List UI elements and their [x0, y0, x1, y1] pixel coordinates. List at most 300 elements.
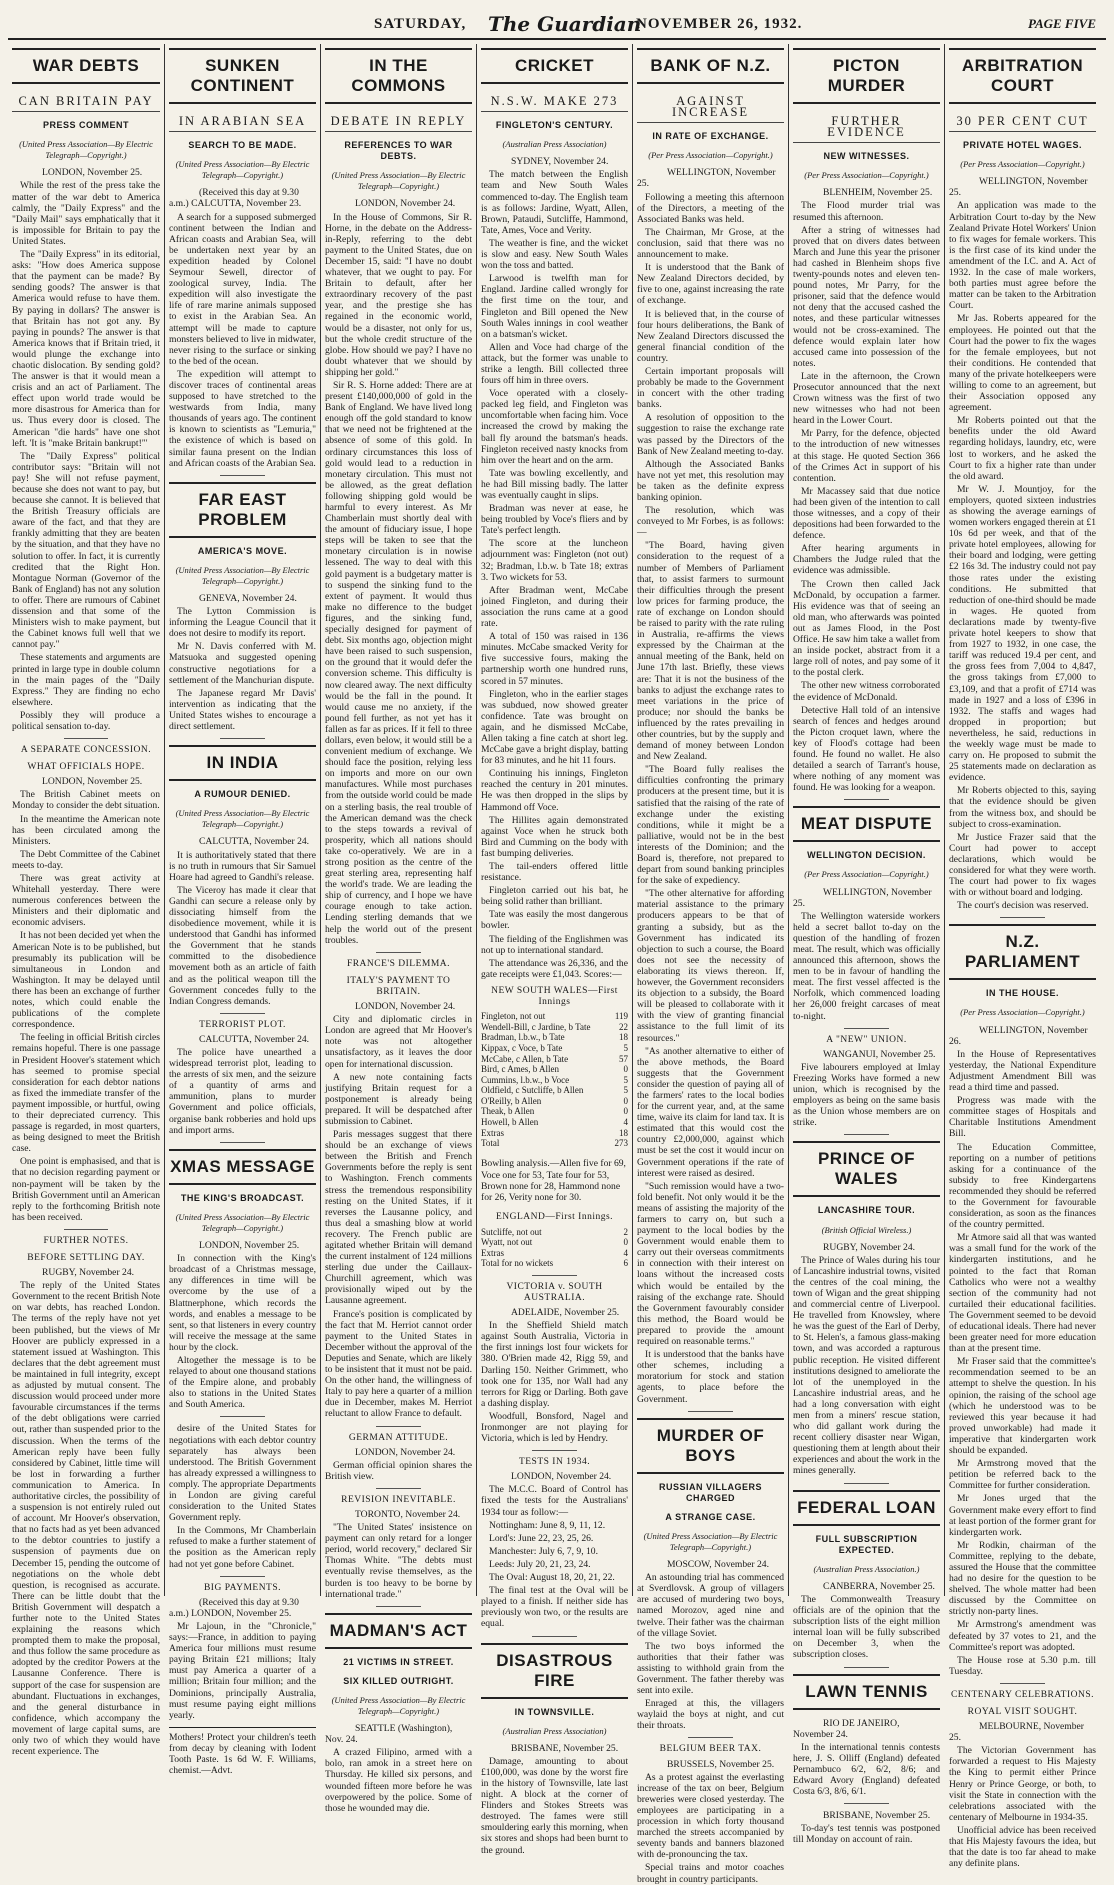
paragraph: The expedition will attempt to discover traces of continental areas supposed to have stretched to the westwards from India, many thousands of years ago. The continent is known to scientists as "Lemuria," the existence of which is based on similar fauna present on the Indian and African coasts of the Arabian Sea. [169, 368, 316, 469]
paragraph: Progress was made with the committee stages of Hospitals and Charitable Institutions Amendment Bill. [949, 1095, 1096, 1140]
paragraph: City and diplomatic circles in London are agreed that Mr Hoover's note was not altogether unsatisfactory, as it leaves the door open for international discussion. [325, 1014, 472, 1070]
article [325, 1495, 472, 1600]
press-credit: (Per Press Association—Copyright.) [804, 869, 929, 880]
article [169, 1583, 316, 1777]
divider [376, 1426, 420, 1427]
article-headline: ARBITRATION COURT [949, 48, 1096, 104]
article-tagline: A RUMOUR DENIED. [194, 789, 291, 800]
article-headline: FAR EAST PROBLEM [169, 482, 316, 538]
article-body [949, 1049, 1096, 1677]
paragraph: The feeling in official British circles remains hopeful. There is one passage in President Hoover's statement which has seemed to promise special consideration for each debtor nations as fixed the immediate transfer of the payment impossible, or hurtful, owing to their depreciated currency. This passage is regarded, in most quarters, as being designed to meet the British case. [12, 1032, 160, 1155]
paragraph: Damage, amounting to about £100,000, was done by the worst fire in the history of Townsville, late last night. A block at the corner of Flinders and Stokes Streets was destroyed. The fames were still smouldering early this morning, when six stores and shops had been burnt to the ground. [481, 1755, 628, 1856]
paragraph: desire of the United States for negotiations with each debtor country separately has always been understood. The British Government has already expressed a willingness to comply. The appropriate Departments in London are giving careful consideration to the United States Government reply. [169, 1423, 316, 1524]
article [481, 1282, 628, 1444]
dateline: RIO DE JANEIRO, November 24. [793, 1717, 900, 1740]
press-credit: (Australian Press Association) [502, 139, 607, 150]
batsman: Extras [481, 1247, 504, 1258]
paragraph: There was great activity at Whitehall yesterday. There were numerous conferences between the Ministers and their diplomatic and economic advisers. [12, 873, 160, 929]
article-headline: FEDERAL LOAN [793, 1490, 940, 1526]
section-subheading: VICTORIA v. SOUTH AUSTRALIA. [506, 1281, 603, 1303]
paragraph: The score at the luncheon adjournment was: Fingleton (not out) 32; Bradman, l.b.w. b Tate 18; extras 3. Two wickets for 53. [481, 538, 628, 583]
article-body [169, 1621, 316, 1721]
scorecard [481, 1011, 628, 1149]
paragraph: Mr N. Davis conferred with M. Matsuoka and suggested opening constructive negotiations for a settlement of the Manchurian dispute. [169, 641, 316, 686]
article [793, 1141, 940, 1476]
paragraph: The match between the English team and New South Wales commenced to-day. The English team is as follows: Jardine, Wyatt, Allen, Brown, Pataudi, Sutcliffe, Hammond, Tate, Ames, Voce and Verity. [481, 169, 628, 236]
runs: 5 [623, 1042, 628, 1053]
scorecard-row [481, 1032, 628, 1043]
dateline: (Received this day at 9.30 a.m.) CALCUTTA, November 23. [169, 187, 302, 210]
article [481, 1643, 628, 1856]
article-headline: DISASTROUS FIRE [481, 1643, 628, 1699]
article [325, 1613, 472, 1814]
article [793, 1810, 940, 1845]
dateline: LONDON, November 25. [42, 167, 143, 179]
article [793, 1490, 940, 1661]
article-headline: MADMAN'S ACT [325, 1613, 472, 1649]
runs: 0 [623, 1237, 628, 1248]
article-body [325, 1014, 472, 1419]
runs: 119 [614, 1011, 628, 1022]
section-subheading: BIG PAYMENTS. [203, 1582, 282, 1593]
runs: 0 [623, 1106, 628, 1117]
paragraph: After Bradman went, McCabe joined Fingleton, and during their association the runs came at a good rate. [481, 584, 628, 630]
article-tagline: IN RATE OF EXCHANGE. [652, 131, 769, 142]
scorecard-row [481, 1064, 628, 1075]
divider [532, 1636, 576, 1637]
paragraph: In the Commons, Mr Chamberlain refused to make a further statement of the position as the American reply had not yet gone before Cabinet. [169, 1525, 316, 1570]
paragraph: Possibly they will produce a political sensation to-day. [12, 709, 160, 732]
article-headline: IN INDIA [169, 745, 316, 781]
batsman: Kippax, c Voce, b Tate [481, 1042, 563, 1053]
press-credit: (United Press Association—By Electric Telegraph—Copyright.) [331, 170, 466, 192]
article-tagline: SEARCH TO BE MADE. [188, 140, 297, 151]
paragraph: Detective Hall told of an intensive search of fences and hedges around the Picton croquet lawn, where the key of Flood's cottage had been found. He found no wallet. He also detailed a search of Tarrant's house, where nothing of any moment was found. He was looking for a weapon. [793, 704, 940, 794]
paragraph: Fingleton, who in the earlier stages was subdued, now showed greater confidence. Tate was brought on again, and he dismissed McCabe, Allen taking a fine catch at short leg. McCabe gave a bright display, batting for 83 minutes, and he hit 11 fours. [481, 688, 628, 767]
divider [844, 1803, 888, 1804]
paragraph: The Crown then called Jack McDonald, by occupation a farmer. His evidence was that of seeing an old man, who afterwards was pointed out as James Flood, in the Post Office. He saw him take a wallet from an inside pocket, abstract from it a large roll of notes, and pay some of it to the postal clerk. [793, 578, 940, 679]
article-body [793, 1594, 940, 1661]
batsman: Wyatt, not out [481, 1237, 533, 1248]
article [793, 48, 940, 793]
dateline: RUGBY, November 24. [823, 1241, 916, 1253]
paragraph: In the international tennis contests here, J. S. Olliff (England) defeated Pernambuco 6/2, 6/2, 8/6; and Edward Avory (England) defeated Costa 6/3, 8/6, 6/1. [793, 1741, 940, 1798]
scorecard [481, 1227, 628, 1269]
column-4 [476, 44, 632, 1856]
article-body [12, 180, 160, 732]
article [949, 924, 1096, 1677]
article-headline: XMAS MESSAGE [169, 1149, 316, 1185]
section-subheading: BELGIUM BEER TAX. [659, 1744, 762, 1755]
paragraph: After a string of witnesses had proved that on divers dates between March and June this year the prisoner had cashed in Blenheim shops five twenty-pounds notes and eleven ten-pound notes, Mr Parry, for the prisoner, said that the defence would not deny that the accused cashed the notes, and these particular witnesses would not be cross-examined. The defence would explain later how accused came into possession of the notes. [793, 224, 940, 369]
article [325, 48, 472, 946]
dateline: SEATTLE (Washington), Nov. 24. [325, 1723, 453, 1746]
runs: 0 [623, 1095, 628, 1106]
dateline: CALCUTTA, November 24. [199, 836, 310, 848]
paragraph: The "Daily Express" in its editorial, asks: "How does America suppose that the payment can be made? By sending goods? The answer is that America would refuse to have them. By paying in dollars? The answer is that Britain has not got any. By paying in pounds? The answer is that America knows that if Britain tried, it would plunge the exchange into chaotic dislocation. By sending gold? The answer is that it would mean a crisis and an act of Parliament. The effect upon world trade would be more disastrous for America than for us. Thus every door is closed. The American "die hards" have one shot left. 'It is "make Britain bankrupt!"' [12, 249, 160, 449]
paragraph: After hearing arguments in Chambers the Judge ruled that the evidence was admissible. [793, 543, 940, 577]
paragraph: The Education Committee, reporting on a number of petitions asking for a continuance of the subsidy to free Kindergartens recommended they should be referred to the Government for favourable consideration, as soon as the finances of the country permitted. [949, 1141, 1096, 1231]
press-credit: (Australian Press Association) [502, 1725, 607, 1736]
article-body [12, 789, 160, 1223]
dateline: LONDON, November 24. [355, 1001, 456, 1013]
batsman: Total for no wickets [481, 1258, 554, 1269]
paragraph: "Such remission would have a two-fold benefit. Not only would it be the means of assisting the majority of the farmers to carry on, but such a payment to the local bodies by the Government would enable them to carry out their overseas commitments in connection with their interest on loans without the increased costs which would be entailed by the raising of the exchange rate. Should the Government favourably consider this method, the Board would be prepared to provide the amount required on reasonable terms." [637, 1180, 784, 1348]
article [12, 745, 160, 1223]
runs: 5 [623, 1074, 628, 1085]
paragraph: Lord's: June 22, 23, 25, 26. [489, 1532, 594, 1544]
column-6 [788, 44, 944, 1846]
column-7 [944, 44, 1100, 1870]
divider [220, 1576, 264, 1577]
paragraph: The M.C.C. Board of Control has fixed the tests for the Australians' 1934 tour as follow:— [481, 1484, 628, 1518]
paragraph: It is understood that the Bank of New Zealand Directors decided, by five to one, against increasing the rate of exchange. [637, 262, 784, 307]
section-subheading: REVISION INEVITABLE. [341, 1494, 456, 1505]
article-body [169, 1253, 316, 1410]
press-credit: (United Press Association—By Electric Telegraph—Copyright.) [175, 564, 310, 586]
article-body [793, 911, 940, 1022]
paragraph: A search for a supposed submerged continent between the Indian and African coasts and Arabian Sea, will be undertaken next year by an expedition headed by Colonel Seymour Sewell, director of zoological survey, India. The expedition will also investigate the life of rare marine animals supposed to exist in the Arabian Sea. An attempt will be made to capture monsters believed to live in midwater, never rising to the surface or sinking to the bed of the ocean. [169, 211, 316, 367]
scorecard-row [481, 1011, 628, 1022]
paragraph: The final test at the Oval will be played to a finish. If neither side has previously won two, or the results are equal. [481, 1585, 628, 1630]
scorecard-row [481, 1128, 628, 1139]
article [481, 48, 628, 1269]
paragraph: Voce operated with a closely-packed leg field, and Fingleton was uncomfortable when facing him. Voce increased the crowd by making the ball fly around the batsman's heads. Fingleton received nasty knocks from him over the heart and on the arm. [481, 388, 628, 466]
runs: 4 [623, 1247, 628, 1258]
divider [532, 1275, 576, 1276]
paragraph: Mr Armstrong's amendment was defeated by 37 votes to 21, and the Committee's report was adopted. [949, 1619, 1096, 1653]
article-headline: PRINCE OF WALES [793, 1141, 940, 1197]
runs: 18 [619, 1127, 628, 1138]
paragraph: A new note containing facts justifying Britain request for a postponement is already being prepared. It will be despatched after submission to Cabinet. [325, 1071, 472, 1127]
divider [220, 1142, 264, 1143]
paragraph: Mr Atmore said all that was wanted was a small fund for the work of the kindergarten institutions, and he pointed to the fact that Roman Catholics who were not a wealthy section of the community had not curtailed their educational facilities. The Government seemed to be devoid of educational ideals. There had never been greater need for more education than at the present time. [949, 1232, 1096, 1355]
paragraph: Altogether the message is to be relayed to about one thousand stations of the Empire alone, and probably also to stations in the United States and South America. [169, 1354, 316, 1411]
paragraph: The Oval: August 18, 20, 21, 22. [489, 1572, 615, 1584]
article [637, 48, 784, 1405]
article-tagline: A STRANGE CASE. [665, 1511, 756, 1522]
masthead-title: The Guardian [488, 12, 642, 36]
column-5 [632, 44, 788, 1885]
article-headline: SUNKEN CONTINENT [169, 48, 316, 104]
dateline: WANGANUI, November 25. [823, 1048, 936, 1060]
article-tagline: 21 VICTIMS IN STREET. [343, 1656, 454, 1667]
divider [844, 1483, 888, 1484]
paragraph: As a protest against the everlasting increase of the tax on beer, Belgium breweries were closed yesterday. The employees are participating in a procession in which forty thousand marched the streets accompanied by seventy bands and banners blazoned with de-pronouncing the tax. [637, 1771, 784, 1861]
article-body [169, 1423, 316, 1569]
paragraph: Mr Jones urged that the Government make every effort to find at least portion of the former grant for kindergarten work. [949, 1493, 1096, 1538]
paragraph: The Prince of Wales during his tour of Lancashire industrial towns, visited the centres of the coal mining, the town of Wigan and the great shipping and commercial centre of Liverpool. He travelled from Knowsley, where he was the guest of the Earl of Derby, to St. Helen's, a famous glass-making town, and was accorded a rapturous public reception. He visited different institutions designed to ameliorate the lot of the unemployed in the Lancashire industrial areas, and he had a long conversation with eight men from a miners' rescue station, who did gallant work during the recent colliery disaster near Wigan, questioning them at length about their experiences and about the work in the mines generally. [793, 1254, 940, 1477]
batsman: Theak, b Allen [481, 1106, 535, 1117]
article-subheadline: AGAINST INCREASE [637, 92, 784, 123]
divider [844, 1667, 888, 1668]
dateline: BRISBANE, November 25. [823, 1810, 931, 1822]
dateline: WELLINGTON, November 25. [949, 176, 1088, 199]
article-body [949, 1745, 1096, 1869]
press-credit: (Australian Press Association.) [813, 1563, 920, 1574]
press-credit: (United Press Association—By Electric Telegraph—Copyright.) [331, 1694, 466, 1716]
article-headline: IN THE COMMONS [325, 48, 472, 104]
paragraph: Leeds: July 20, 21, 23, 24. [489, 1558, 591, 1570]
divider [532, 1450, 576, 1451]
scorecard-row [481, 1096, 628, 1107]
article-body [637, 1572, 784, 1731]
paragraph: The Lytton Commission is informing the League Council that it does not desire to modify its report. [169, 606, 316, 640]
paragraph: Mr Justice Frazer said that the Court had power to accept declarations, which would be considered for what they were worth. The court had power to fix wages with or without board and lodging. [949, 831, 1096, 899]
article [481, 1457, 628, 1629]
paragraph: Mr W. J. Mountjoy, for the employers, quoted sixteen industries as showing the average earnings of women workers engaged therein at £1 10s 6d per week, and that of the private hotel employees, allowing for their board and lodging, were getting £2 16s 3d. The industry could not pay those rates under the existing conditions. He submitted that reduction of one-third should be made in wages. He quoted from declarations made by twenty-five private hotel keepers to show that from 1927 to 1932, in one case, the tariff was reduced 19.4 per cent, and the gross fees from 7,004 to 4,847, the gross takings from £7,000 to £3,109, and that a profit of £714 was made in 1927 and a loss of £396 in 1932. The staffs and wages had dropped in proportion; but nevertheless, he said, reductions in the weekly wage must be made to carry on. He proposed to submit the 25 statements made on declaration as evidence. [949, 483, 1096, 784]
paragraph: In the House of Commons, Sir R. Horne, in the debate on the Address-in-Reply, referring to the debt payment to the United States, due on December 15, said: "I have no doubt whatever, that we ought to pay. For Britain to default, after her extraordinary recovery of the past year, and the prestige she has regained in the economic world, would be a disaster, not only for us, but the whole credit structure of the globe. How should we pay? I have no doubt whatever that we should by shipping her gold." [325, 211, 472, 378]
runs: 5 [623, 1085, 628, 1096]
paragraph: Certain important proposals will probably be made to the Government in concert with the other trading banks. [637, 365, 784, 411]
runs: 273 [614, 1138, 628, 1149]
section-subheading: ROYAL VISIT SOUGHT. [967, 1707, 1078, 1717]
article-tagline: REFERENCES TO WAR DEBTS. [344, 140, 453, 162]
paragraph: Although the Associated Banks have not yet met, this resolution may be taken as the definite express banking opinion. [637, 458, 784, 503]
article-subheadline: FURTHER EVIDENCE [793, 112, 940, 143]
section-subheading: A SEPARATE CONCESSION. [20, 745, 152, 756]
paragraph: The court's decision was reserved. [957, 900, 1089, 912]
scorecard-row [481, 1248, 628, 1259]
section-subheading: A "NEW" UNION. [826, 1034, 907, 1045]
paragraph: The Wellington waterside workers held a secret ballot to-day on the question of the handling of frozen meat. The result, which was officially announced this afternoon, shows the men to be in favour of handling the meat. The first vessel affected is the Norfolk, which commenced loading her 26,000 freight carcases of meat to-night. [793, 910, 940, 1022]
paragraph: It is believed that, in the course of four hours deliberations, the Bank of New Zealand Directors discussed the general financial condition of the country. [637, 308, 784, 364]
article-tagline: NEW WITNESSES. [823, 151, 910, 162]
divider [376, 1488, 420, 1489]
article-headline: MEAT DISPUTE [793, 806, 940, 842]
dateline: WELLINGTON, November 26. [949, 1024, 1088, 1047]
dateline: MOSCOW, November 24. [667, 1559, 769, 1571]
dateline: LONDON, November 25. [199, 1240, 300, 1252]
masthead-date: NOVEMBER 26, 1932. [636, 16, 803, 32]
scorecard-heading: ENGLAND—First Innings. [495, 1212, 614, 1223]
press-credit: (United Press Association—By Electric Telegraph—Copyright.) [175, 808, 310, 830]
advertisement: Mothers! Protect your children's teeth from decay by cleaning with Iodent Tooth Paste. 1s 6d W. F. Williams, chemist.—Advt. [169, 1727, 316, 1776]
divider [1000, 917, 1044, 918]
article-headline: MURDER OF BOYS [637, 1418, 784, 1474]
paragraph: Mr Armstrong moved that the petition be referred back to the Committee for further consideration. [949, 1458, 1096, 1492]
paragraph: "As another alternative to either of the above methods, the Board suggests that the Government consider the question of paying all of the farmers' rates to the local bodies for the current year, and, at the same time, waive its claim for land tax. It is estimated that this would cost the country £2,000,000, against which must be set the cost it would incur on Government operations if the rate of interest were raised as desired. [637, 1045, 784, 1179]
columns [8, 44, 1106, 1885]
batsman: Wendell-Bill, c Jardine, b Tate [481, 1021, 591, 1032]
dateline: BLENHEIM, November 25. [823, 187, 933, 199]
scorecard-row [481, 1075, 628, 1086]
section-subheading: TERRORIST PLOT. [199, 1019, 286, 1030]
article-body [169, 606, 316, 732]
dateline: LONDON, November 24. [511, 1471, 612, 1483]
paragraph: One point is emphasised, and that is that no decision regarding payment or non-payment will be taken by the British Government until an American reply to the forthcoming British note has been received. [12, 1156, 160, 1223]
paragraph: Bradman was never at ease, he being troubled by Voce's fliers and by Tate's perfect length. [481, 503, 628, 537]
article-headline: PICTON MURDER [793, 48, 940, 104]
press-credit: (Per Press Association—Copyright.) [648, 150, 773, 161]
scorecard-row [481, 1054, 628, 1065]
article [949, 1690, 1096, 1869]
article-body [169, 850, 316, 1007]
batsman: O'Reilly, b Allen [481, 1095, 542, 1106]
press-credit: (Per Press Association—Copyright.) [960, 1007, 1085, 1018]
divider [220, 475, 264, 476]
paragraph: It is understood that the banks have other schemes, including a moratorium for stock and station agents, to place before the Government. [637, 1349, 784, 1405]
paragraph: The reply of the United States Government to the recent British Note on war debts, has reached London. The terms of the reply have not yet been published, but the views of Mr Hoover are publicly expressed in a statement issued at Washington. This declares that the debt agreement must be maintained in full integrity, except as adjusted by mutual consent. The discussion would proceed under more favourable circumstances if the terms of the debt obligations were carried out, rather than suspended prior to the discussion. When the terms of the American reply have been fully considered by Cabinet, little time will be lost in forwarding a further communication to America. In authoritative circles, the possibility of a suspension is not entirely ruled out of account. Mr Hoover's observation, that no facts had as yet been advanced to the debtor countries to justify a suspension of payments due on December 15, pending the outcome of negotiations on the whole debt question, is recognised as accurate. There can be little doubt that the British Government will despatch a further note to the United States explaining the reasons which prompted them to make the proposal, and thus follow the same procedure as adopted by the creditor Powers at the Lausanne Conference. There is support of the case for suspension are abundant. Fluctuations in exchanges, and the general disturbance in confidence, which accompany the movement of large capital sums, are only two of which they would have recent experience. The [12, 1280, 160, 1758]
paragraph: The Viceroy has made it clear that Gandhi can secure a release only by dissociating himself from the disobedience movement, while it is understood that Gandhi has informed the Government that he stands committed to the disobedience movement both as an article of faith and as the political weapon till the Government concedes fully to the Indian Congress demands. [169, 884, 316, 1007]
paragraph: An application was made to the Arbitration Court to-day by the New Zealand Private Hotel Workers' Union to fix wages for female workers. This is the first case of its kind under the amendment of the I.C. and A. Act of 1932. In the case of male workers, both parties must agree before the matter can be taken to the Arbitration Court. [949, 200, 1096, 312]
paragraph: Tate was easily the most dangerous bowler. [481, 909, 628, 932]
divider [688, 1737, 732, 1738]
paragraph: Woodfull, Bonsford, Nagel and Ironmonger are not playing for Victoria, which is led by Hendry. [481, 1410, 628, 1445]
article-tagline: RUSSIAN VILLAGERS CHARGED [658, 1481, 762, 1503]
column-1 [8, 44, 164, 1758]
dateline: TORONTO, November 24. [355, 1508, 461, 1520]
article-tagline: IN THE HOUSE. [985, 988, 1059, 999]
runs: 0 [623, 1064, 628, 1075]
paragraph: In the House of Representatives yesterday, the National Expenditure Adjustment Amendment Bill was read a third time and passed. [949, 1048, 1096, 1094]
article [12, 48, 160, 732]
article [325, 1433, 472, 1482]
paragraph: Continuing his innings, Fingleton reached the century in 201 minutes. He was then dropped in the slips by Hammond off Voce. [481, 768, 628, 813]
article-tagline: AMERICA'S MOVE. [197, 545, 288, 556]
paragraph: In connection with the King's broadcast of a Christmas message, any differences in time will be overcome by the use of a Blattnerphone, which records the words, and enables a message to be sent, so that listeners in every country will receive the message at the same hour by the clock. [169, 1253, 316, 1353]
paragraph: Enraged at this, the villagers waylaid the boys at night, and cut their throats. [637, 1698, 784, 1732]
dateline: GENEVA, November 24. [199, 593, 297, 604]
runs: 18 [619, 1032, 628, 1043]
paragraph: While the rest of the press take the matter of the war debt to America calmly, the "Daily Express" and the "Daily Mail" says emphatically that it is impossible for Britain to pay the United States. [12, 180, 160, 247]
scorecard-row [481, 1085, 628, 1096]
scorecard-row [481, 1227, 628, 1238]
section-subheading: GERMAN ATTITUDE. [348, 1432, 449, 1443]
article [949, 48, 1096, 911]
paragraph: Manchester: July 6, 7, 9, 10. [489, 1545, 598, 1557]
paragraph: "The Board fully realises the difficulties confronting the primary producers at the present time, but it is satisfied that the raising of the rate of exchange under the existing conditions, while it might be a palliative, would not be in the best interests of the Dominion; and the Board is, therefore, not prepared to depart from sound banking principles for the sake of expediency. [637, 764, 784, 887]
press-credit: (British Official Wireless.) [821, 1224, 912, 1235]
paragraph: The Commonwealth Treasury officials are of the opinion that the subscription lists of the eight million internal loan will be fully subscribed on December 3, when the subscription closes. [793, 1593, 940, 1661]
section-subheading: FRANCE'S DILEMMA. [346, 958, 451, 969]
paragraph: The Japanese regard Mr Davis' intervention as indicating that the United States wishes to encourage a direct settlement. [169, 687, 316, 733]
article-headline: BANK OF N.Z. [637, 48, 784, 84]
paragraph: The other new witness corroborated the evidence of McDonald. [793, 680, 940, 703]
paragraph: Mr Fraser said that the committee's recommendation seemed to be an attempt to shelve the question. In his opinion, the raising of the school age (which he understood was to be reviewed this year because it had proved unworkable) had made it imperative that kindergarten work should be expanded. [949, 1356, 1096, 1457]
article-body [325, 212, 472, 946]
press-credit: (United Press Association—By Electric Telegraph—Copyright.) [175, 1211, 310, 1233]
batsman: Bradman, l.b.w., b Tate [481, 1032, 565, 1043]
paragraph: The Chairman, Mr Grose, at the conclusion, said that there was no announcement to make. [637, 226, 784, 261]
press-credit: (Per Press Association—Copyright.) [960, 159, 1085, 170]
article [793, 1035, 940, 1129]
paragraph: Mr Roberts objected to this, saying that the evidence should be given from the witness box, and should be subject to cross-examination. [949, 785, 1096, 830]
divider [688, 1411, 732, 1412]
article-body [325, 1747, 472, 1814]
article-body [793, 1823, 940, 1845]
section-subheading: BEFORE SETTLING DAY. [27, 1253, 145, 1263]
divider [844, 1028, 888, 1029]
paragraph: The House rose at 5.30 p.m. till Tuesday. [949, 1654, 1096, 1677]
article-headline: CRICKET [481, 48, 628, 84]
paragraph: The attendance was 26,336, and the gate receipts were £1,043. Scores:— [481, 957, 628, 980]
divider [1000, 1683, 1044, 1684]
runs: 2 [623, 1226, 628, 1237]
paragraph: Mr Lajoun, in the "Chronicle," says:—France, in addition to paying America four millions must resume paying Britain £21 millions; Italy must pay America a quarter of a million; Britain four million; and the Dominions, principally Australia, must resume paying eight millions yearly. [169, 1620, 316, 1721]
dateline: MELBOURNE, November 25. [949, 1721, 1084, 1744]
article [637, 1744, 784, 1884]
scorecard-row [481, 1043, 628, 1054]
paragraph: The two boys informed the authorities that their father was assisting to withhold grain from the Government. The father thereby was sent into exile. [637, 1640, 784, 1697]
paragraph: Mr Macassey said that due notice had been given of the intention to call those witnesses, and a copy of their depositions had been forwarded to the defence. [793, 485, 940, 542]
paragraph: Mr Roberts pointed out that the benefits under the old Award regarding holidays, laundry, etc, were lost to workers, and he asked the Court to fix a higher rate than under the old award. [949, 415, 1096, 482]
paragraph: Late in the afternoon, the Crown Prosecutor announced that the next Crown witness was the first of two new witnesses who had not been heard in the Lower Court. [793, 370, 940, 427]
paragraph: Mr Parry, for the defence, objected to the introduction of new witnesses at this stage. He quoted Section 366 of the Crimes Act in support of his contention. [793, 428, 940, 484]
dateline: BRISBANE, November 25. [511, 1742, 619, 1754]
article-tagline: IN TOWNSVILLE. [514, 1706, 595, 1717]
column-2 [164, 44, 320, 1777]
paragraph: "The Board, having given consideration to the request of a number of Members of Parliament that, to assist farmers to surmount their difficulties through the present low prices for farming produce, the rate of exchange on London should be raised to parity with the rate ruling in Australia, re-affirms the views expressed by the Chairman at the annual meeting of the Bank, held on June 17th last. Briefly, these views are: That it is not the business of the banks to adjust the exchange rates to meet variations in the price of produce; nor should the banks be influenced by the rates prevailing in other countries, but by the supply and demand of money between London and New Zealand. [637, 540, 784, 763]
article-body [325, 1522, 472, 1600]
article-body [481, 1756, 628, 1856]
scorecard-row [481, 1022, 628, 1033]
paragraph: The police have unearthed a widespread terrorist plot, leading to the arrests of six men, and the seizure of a quantity of arms and ammunition, plans to murder Government and police officials, organise bank robberies and hold ups and import arms. [169, 1047, 316, 1136]
article [169, 745, 316, 1007]
article-headline: LAWN TENNIS [793, 1674, 940, 1710]
runs: 57 [619, 1053, 628, 1064]
paragraph: In the Sheffield Shield match against South Australia, Victoria in the first innings lost four wickets for 380. O'Brien made 42, Rigg 59, and Darling 150. Neither Grimmett, who took one for 135, nor Wall had any terrors for Rigg or Darling. Both gave a dashing display. [481, 1320, 628, 1409]
article-tagline: FULL SUBSCRIPTION EXPECTED. [815, 1533, 918, 1555]
divider [220, 738, 264, 739]
paragraph: The British Cabinet meets on Monday to consider the debt situation. [12, 789, 160, 812]
article-subheadline: N.S.W. MAKE 273 [481, 92, 628, 112]
article-body [637, 1772, 784, 1885]
page-number: PAGE FIVE [1027, 16, 1096, 31]
divider [376, 952, 420, 953]
paragraph: German official opinion shares the British view. [325, 1459, 472, 1482]
paragraph: The Victorian Government has forwarded a request to His Majesty the King to permit either Prince Henry or Prince George, or both, to visit the State in connection with the celebrations associated with the centenary of Melbourne in 1934-35. [949, 1745, 1096, 1823]
article-tagline: LANCASHIRE TOUR. [817, 1205, 916, 1216]
paragraph: Unofficial advice has been received that His Majesty favours the idea, but that the date is too far ahead to make any definite plans. [949, 1824, 1096, 1870]
paragraph: Nottingham: June 8, 9, 11, 12. [489, 1519, 606, 1531]
paragraph: The "Daily Express" political contributor says: "Britain will not pay! She will not refuse payment, because she does not want to pay, but because she cannot. It is believed that the British Treasury officials are aware of the fact, and that they are frankly admitting that they are beaten by the situation, and that they have no solution to offer. In fact, it is currently credited that the Right Hon. Montague Norman (Governor of the Bank of England) has not any solution to offer. There are rumours of Cabinet dissension and that some of the Ministers wish to make payment, but the Cabinet knows full well that we cannot pay." [12, 450, 160, 651]
dateline: BRUSSELS, November 25. [667, 1758, 775, 1770]
article [793, 1674, 940, 1798]
paragraph: Larwood is twelfth man for England. Jardine called wrongly for the first time on the tour, and Fingleton and Bill opened the New South Wales innings in cool weather on a batsman's wicket. [481, 273, 628, 340]
scorecard-row [481, 1138, 628, 1149]
press-credit: (United Press Association—By Electric Telegraph—Copyright.) [19, 139, 153, 161]
article-body [481, 169, 628, 980]
divider [376, 1606, 420, 1607]
paragraph: A crazed Filipino, armed with a bolo, ran amok in a street here on Thursday. He killed six persons, and wounded fifteen more before he was overpowered by the police. Some of those he wounded may die. [325, 1747, 472, 1814]
paragraph: Sir R. S. Horne added: There are at present £140,000,000 of gold in the Bank of England. We have lived long enough off the gold standard to know that we need not be frightened at the absence of some of this gold. In ordinary circumstances this loss of gold would lead to a reduction in monetary circulation. This must not be allowed, as the great deflation following shipping gold would be harmful to every interest. As Mr Chamberlain must shortly deal with the amount of fiduciary issue, I hope steps will be taken to see that the monetary circulation is in nowise lessened. The way to deal with this gold payment is a budgetary matter is to suspend the sinking fund to the extent of payment. It would thus make no difference to the budget figures, and the sinking fund, specially designed for payment of debt. Six months ago, objection might have been raised to such suspension, on the ground that it would defer the conversion scheme. This difficulty is now cleared away. The next difficulty would be the fall in the pound. It would cause me no anxiety, if the pound fell further, as not yet has it fallen as far as prices. If it fell to three dollars, even below, it would still be a convenient medium of exchange. We should face the position, relying less on imports and more on our own manufactures. While most purchases from the outside world could be made on a sterling basis, the real trouble of the American demand was the check to the steps towards a revival of prosperity, which all nations should take co-operatively. We are in a strong position as the centre of the great sterling area, representing half the world's trade. We are leading the ship of currency, and I hope we have courage enough to take action. Lending sterling demands that we help the world out of the present troubles. [325, 379, 472, 946]
article-body [12, 1280, 160, 1757]
article-tagline: FINGLETON'S CENTURY. [495, 120, 614, 131]
paragraph: The resolution, which was conveyed to Mr Forbes, is as follows:— [637, 505, 784, 539]
dateline: CALCUTTA, November 24. [199, 1033, 310, 1045]
article-body [169, 1047, 316, 1136]
article-subheadline: 30 PER CENT CUT [949, 112, 1096, 132]
press-credit: (United Press Association—By Electric Telegraph—Copyright.) [643, 1530, 778, 1552]
scorecard-row [481, 1258, 628, 1269]
divider [220, 1013, 264, 1014]
paragraph: It has not been decided yet when the American Note is to be published, but presumably its publication will be simultaneous in London and Washington. It may be delayed until there has been an exchange of further notes, which could enable the publications of the complete correspondence. [12, 930, 160, 1031]
press-credit: (United Press Association—By Electric Telegraph—Copyright.) [175, 159, 310, 181]
press-credit: (Per Press Association—Copyright.) [804, 170, 929, 181]
paragraph: "The United States' insistence on payment can only retard for a longer period, world recovery," declared Sir Thomas White. "The debts must eventually revise themselves, as the burden is too heavy to be borne by international trade." [325, 1522, 472, 1600]
column-3 [320, 44, 476, 1814]
article-body [793, 1742, 940, 1797]
article-body [481, 1484, 628, 1629]
article [169, 1020, 316, 1136]
article [12, 1236, 160, 1757]
article [169, 482, 316, 732]
scorecard-row [481, 1117, 628, 1128]
scorecard-row [481, 1106, 628, 1117]
divider [844, 1134, 888, 1135]
paragraph: A resolution of opposition to the suggestion to raise the exchange rate was passed by the Directors of the Bank of New Zealand meeting to-day. [637, 412, 784, 457]
